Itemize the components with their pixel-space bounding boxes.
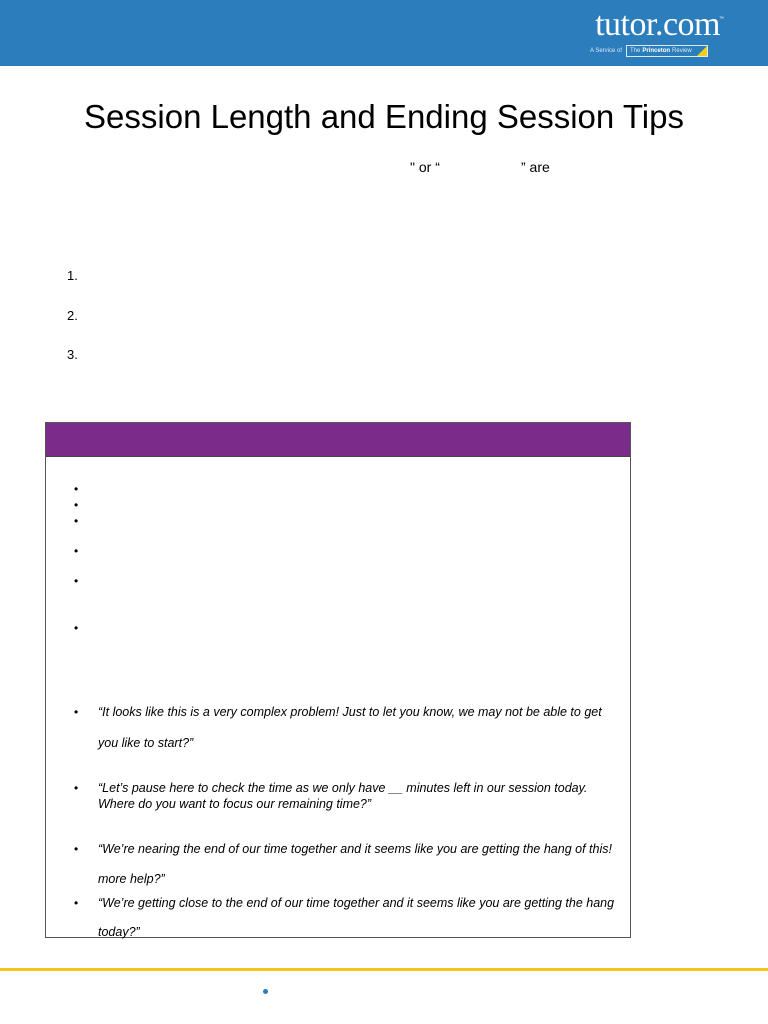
quote-2-line-2: Where do you want to focus our remaining time?” <box>98 797 372 811</box>
tips-panel-header <box>46 423 630 457</box>
bullet-icon: • <box>74 514 79 528</box>
logo-tagline <box>590 45 708 56</box>
header-bar <box>0 0 768 66</box>
intro-fragment-2: ” are <box>521 159 550 175</box>
quote-4-line-2: today?” <box>98 925 140 939</box>
bullet-icon: • <box>74 498 79 512</box>
bullet-icon: • <box>74 544 79 558</box>
intro-fragment-1: " or “ <box>410 159 440 175</box>
quote-4-line-1: “We’re getting close to the end of our time together and it seems like you are getting the hang <box>98 896 615 910</box>
bullet-icon: • <box>74 896 79 910</box>
bullet-icon: • <box>74 842 79 856</box>
bullet-icon: • <box>74 705 79 719</box>
footer-divider <box>0 968 768 971</box>
tutor-logo[interactable]: tutor.com <box>595 6 720 43</box>
princeton-brand: Princeton <box>642 47 671 54</box>
quote-3-line-2: more help?” <box>98 872 165 886</box>
quote-1-line-1: “It looks like this is a very complex problem! Just to let you know, we may not be able to get <box>98 705 602 719</box>
numbered-item-1: 1. <box>67 268 78 283</box>
bullet-icon: • <box>74 781 79 795</box>
numbered-item-3: 3. <box>67 347 78 362</box>
logo-tagline-text: A Service of <box>590 47 623 54</box>
princeton-suffix: Review <box>672 47 692 54</box>
quote-1-line-2: you like to start?” <box>98 736 194 750</box>
page-title: Session Length and Ending Session Tips <box>84 98 684 136</box>
princeton-prefix: The <box>630 47 641 54</box>
quote-2-line-1: “Let’s pause here to check the time as we only have __ minutes left in our session today. <box>98 781 588 795</box>
numbered-item-2: 2. <box>67 308 78 323</box>
bullet-icon: • <box>74 574 79 588</box>
quote-3-line-1: “We’re nearing the end of our time together and it seems like you are getting the hang of this! <box>98 842 612 856</box>
trademark-mark: ™ <box>719 16 724 22</box>
tips-panel <box>45 422 631 938</box>
bullet-icon: • <box>74 482 79 496</box>
princeton-corner-icon <box>697 46 707 56</box>
princeton-review-badge <box>626 45 708 57</box>
footer-dot-icon <box>263 989 268 994</box>
bullet-icon: • <box>74 621 79 635</box>
